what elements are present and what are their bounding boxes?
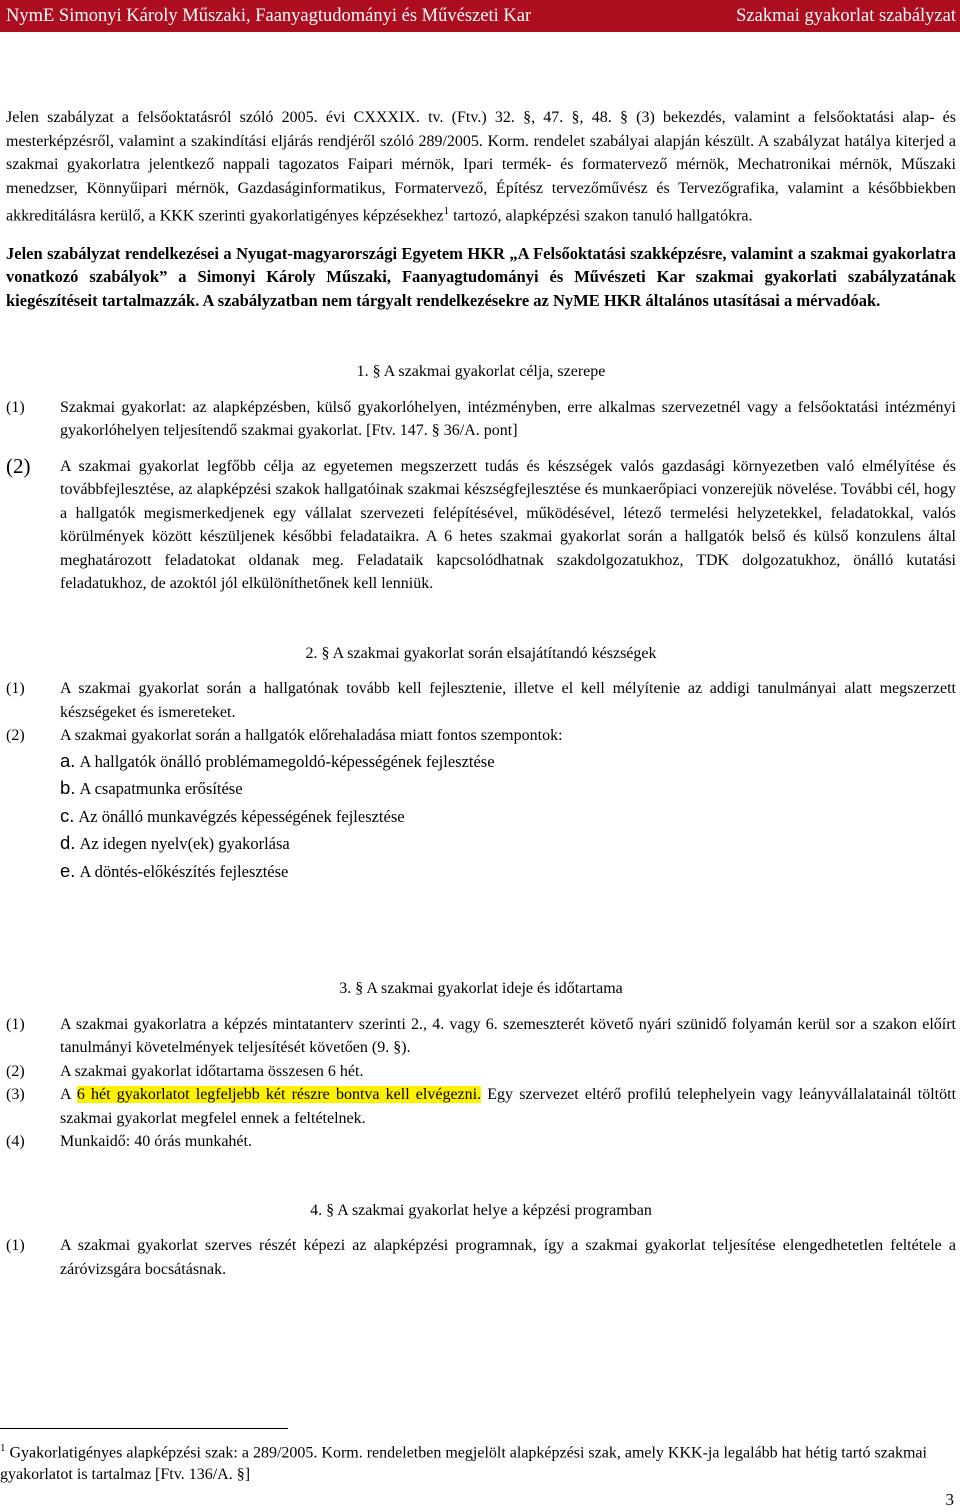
section-3-title: 3. § A szakmai gyakorlat ideje és időtartama xyxy=(339,980,623,998)
sub-text: Az önálló munkavégzés képességének fejlesztése xyxy=(78,806,405,826)
sub-letter: d. xyxy=(60,832,76,854)
sub-item xyxy=(6,858,956,886)
sub-letter: b. xyxy=(60,777,76,799)
section-1-title: 1. § A szakmai gyakorlat célja, szerepe xyxy=(356,363,606,381)
sub-item xyxy=(6,830,956,858)
section-4-item-1 xyxy=(6,1234,956,1281)
section-2-item-2 xyxy=(6,724,956,748)
section-2-title: 2. § A szakmai gyakorlat során elsajátítandó készségek xyxy=(305,644,657,662)
sub-letter: c. xyxy=(60,804,75,826)
item-text: A szakmai gyakorlat időtartama összesen 6 hét. xyxy=(60,1062,364,1080)
footnote-ref: 1 xyxy=(443,205,450,217)
section-3-item-4 xyxy=(6,1130,956,1154)
item-text: Munkaidő: 40 órás munkahét. xyxy=(60,1133,252,1151)
item-number: (1) xyxy=(6,1237,25,1255)
header-institution: NymE Simonyi Károly Műszaki, Faanyagtudományi és Művészeti Kar xyxy=(6,6,532,26)
header-document-title: Szakmai gyakorlat szabályzat xyxy=(736,6,956,26)
item-text: A xyxy=(60,1086,77,1104)
item-text: Szakmai gyakorlat: az alapképzésben, külső gyakorlóhelyen, intézményben, erre alkalmas szervezetnél vagy a felsőoktatási intézményi gyakorlóhelyen teljesítendő szakmai gyakorlat. [Ftv. 147. § 36/A. pont] xyxy=(60,398,956,440)
item-text: A szakmai gyakorlat legfőbb célja az egyetemen megszerzett tudás és készségek valós gazdasági környezetben való elmélyítése és továbbfejlesztése, az alapképzési szakok hallgatóinak szakmai készségfejlesztése és munkaerőpiaci vonzerejük növelése. További cél, hogy a hallgatók megismerkedjenek egy vállalat szervezeti felépítésével, működésével, létező termelési helyzetekkel, feladatokkal, valós körülmények között készüljenek későbbi feladataikra. A 6 hetes szakmai gyakorlat során a hallgatók belső és külső konzulens által meghatározott feladatokat oldanak meg. Feladataik kapcsolódhatnak szakdolgozatukhoz, TDK dolgozatukhoz, önálló kutatási feladatukhoz, de azoktól jól elkülöníthetőnek kell lenniük. xyxy=(60,457,956,593)
sub-text: A csapatmunka erősítése xyxy=(79,779,243,799)
section-3-item-2 xyxy=(6,1060,956,1084)
item-number: (1) xyxy=(6,680,25,698)
section-3-item-3 xyxy=(6,1083,956,1130)
item-text: A szakmai gyakorlat szerves részét képezi az alapképzési programnak, így a szakmai gyakorlat teljesítése elengedhetetlen feltétele a záróvizsgára bocsátásnak. xyxy=(60,1237,956,1278)
item-number: (3) xyxy=(6,1086,25,1104)
highlighted-text: 6 hét gyakorlatot legfeljebb két részre bontva kell elvégezni. xyxy=(76,1086,482,1104)
item-text: A szakmai gyakorlat során a hallgatónak tovább kell fejlesztenie, illetve el kell mélyítenie az addigi tanulmányai alatt megszerzett készségeket és ismereteket. xyxy=(60,680,956,721)
item-number: (2) xyxy=(6,727,25,745)
page-header xyxy=(0,0,960,32)
sub-text: A döntés-előkészítés fejlesztése xyxy=(79,861,289,881)
footnote xyxy=(0,1437,960,1486)
section-4-title: 4. § A szakmai gyakorlat helye a képzési programban xyxy=(310,1201,652,1219)
sub-text: Az idegen nyelv(ek) gyakorlása xyxy=(79,834,290,854)
item-text: A szakmai gyakorlat során a hallgatók előrehaladása miatt fontos szempontok: xyxy=(60,727,563,745)
footnote-mark: 1 xyxy=(0,1442,6,1454)
item-text: A szakmai gyakorlatra a képzés mintatanterv szerinti 2., 4. vagy 6. szemeszterét követő nyári szünidő folyamán kerül sor a szakon előírt tanulmányi követelmények teljesítését követően (9. §). xyxy=(60,1015,956,1057)
item-number: (1) xyxy=(6,398,25,416)
item-number: (2) xyxy=(6,453,31,478)
intro-text: Jelen szabályzat a felsőoktatásról szóló 2005. évi CXXXIX. tv. (Ftv.) 32. §, 47. §, 48. § (3) bekezdés, valamint a felsőoktatási alap- és mesterképzésről, valamint a szakindítási eljárás rendjéről szóló 289/2005. Korm. rendelet szabályai alapján készült. A szabályzat hatálya kiterjed a szakmai gyakorlatra jelentkező nappali tagozatos Faipari mérnök, Ipari termék- és formatervező mérnök, Mechatronikai mérnök, Műszaki menedzser, Könnyűipari mérnök, Gazdaságinformatikus, Formatervező, Építész tervezőművész és Tervezőgrafika, valamint a későbbiekben akkreditálásra kerülő, a KKK szerinti gyakorlatigényes képzésekhez xyxy=(6,109,956,225)
footnote-separator xyxy=(0,1428,288,1429)
item-number: (4) xyxy=(6,1133,25,1151)
intro-paragraph xyxy=(6,106,956,228)
intro-text-tail: tartozó, alapképzési szakon tanuló hallgatókra. xyxy=(449,207,753,225)
sub-item xyxy=(6,803,956,831)
item-text-tail: Egy szervezet eltérő profilú telephelyein vagy leányvállalatainál töltött szakmai gyakorlat megfelel ennek a feltételnek. xyxy=(60,1086,957,1127)
footnote-text: Gyakorlatigényes alapképzési szak: a 289/2005. Korm. rendeletben megjelölt alapképzési szak, amely KKK-ja legalább hat hétig tartó szakmai gyakorlatot is tartalmaz [Ftv. 136/A. §] xyxy=(0,1444,927,1484)
sub-item xyxy=(6,748,956,776)
document-body xyxy=(6,106,956,1281)
sub-letter: a. xyxy=(60,749,76,771)
section-1-item-1 xyxy=(6,396,956,443)
page-number: 3 xyxy=(945,1490,954,1509)
intro-bold-paragraph: Jelen szabályzat rendelkezései a Nyugat-magyarországi Egyetem HKR „A Felsőoktatási szakképzésre, valamint a szakmai gyakorlatra vonatkozó szabályok” a Simonyi Károly Műszaki, Faanyagtudományi és Művészeti Kar szakmai gyakorlati szabályzatának kiegészítéseit tartalmazzák. A szabályzatban nem tárgyalt rendelkezésekre az NyME HKR általános utasításai a mérvadóak. xyxy=(6,243,956,310)
sub-item xyxy=(6,775,956,803)
section-1-item-2 xyxy=(6,455,956,596)
sub-letter: e. xyxy=(60,859,76,881)
section-3-item-1 xyxy=(6,1013,956,1060)
section-2-item-1 xyxy=(6,677,956,724)
item-number: (2) xyxy=(6,1062,25,1080)
sub-text: A hallgatók önálló problémamegoldó-képességének fejlesztése xyxy=(79,751,495,771)
item-number: (1) xyxy=(6,1015,25,1033)
